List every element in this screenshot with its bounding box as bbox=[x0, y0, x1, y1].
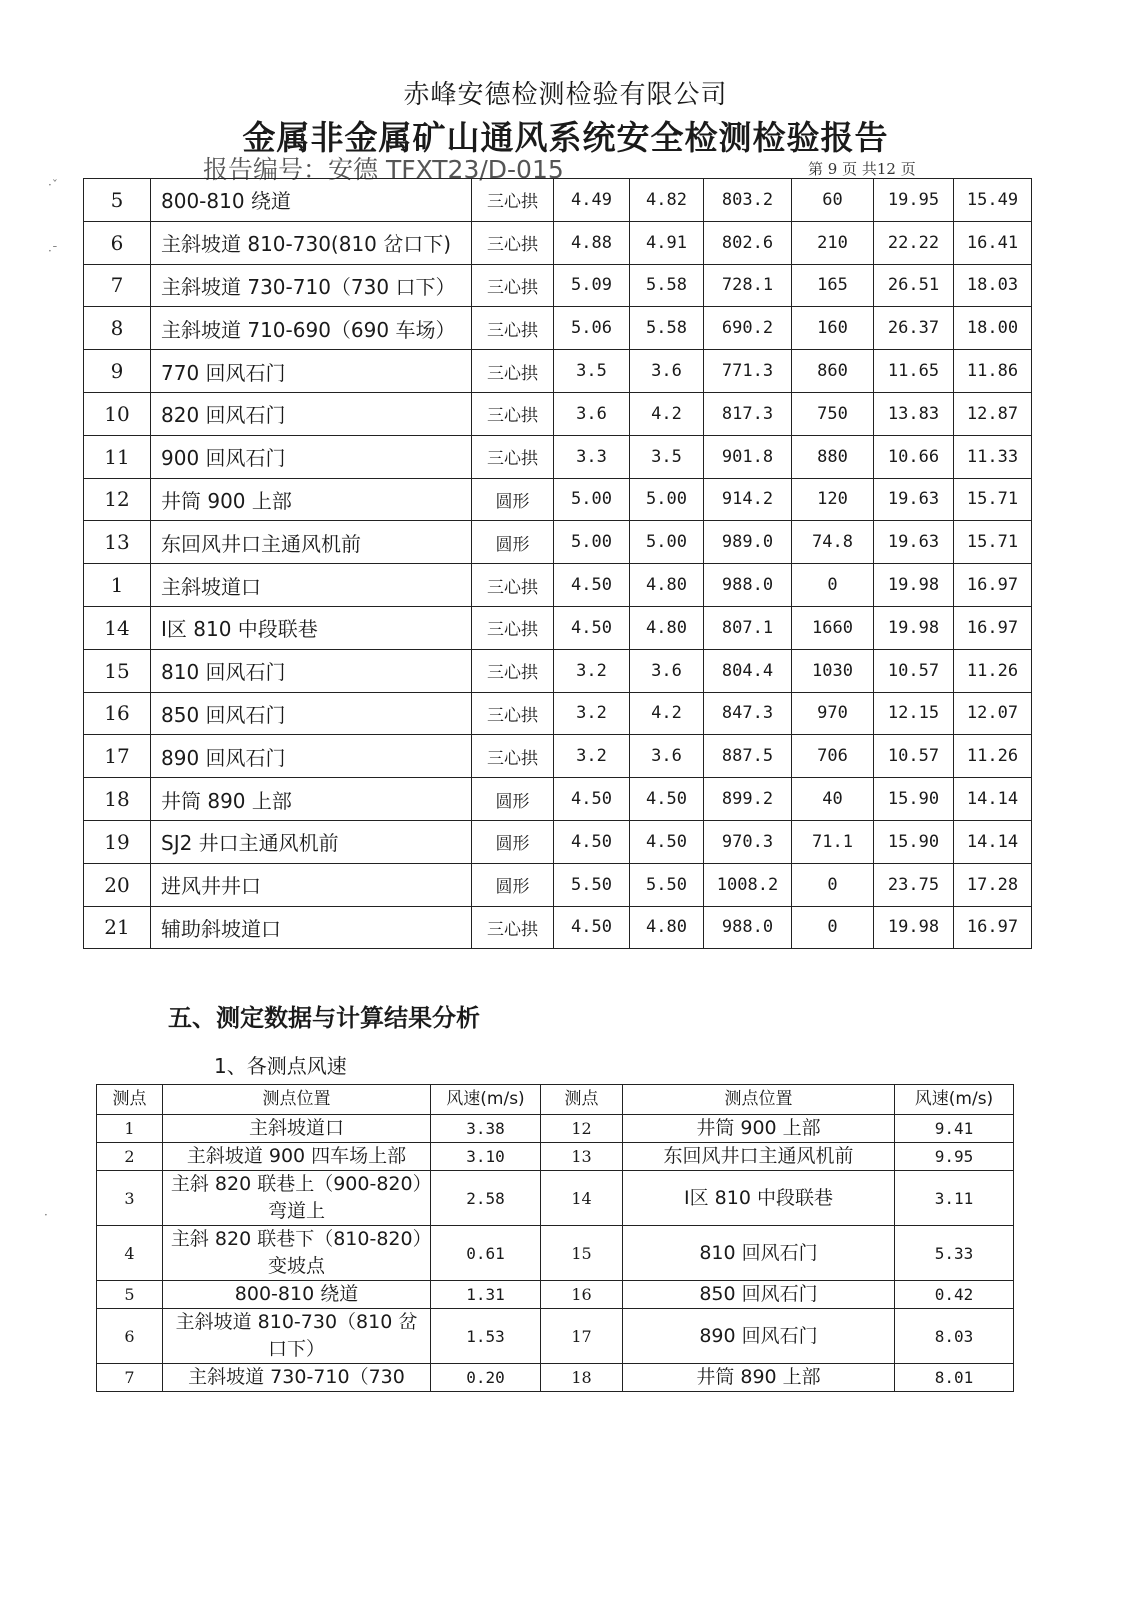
table-row bbox=[97, 1281, 1014, 1309]
cell-location: SJ2 井口主通风机前 bbox=[151, 820, 472, 863]
cell-speed: 8.01 bbox=[895, 1364, 1014, 1392]
scan-mark: · bbox=[44, 1208, 48, 1222]
cell-elevation: 803.2 bbox=[704, 179, 792, 222]
table-row bbox=[84, 906, 1032, 949]
cell-area: 19.98 bbox=[874, 564, 954, 607]
cell-point: 18 bbox=[541, 1364, 623, 1392]
section-heading: 五、测定数据与计算结果分析 bbox=[168, 1004, 480, 1032]
cell-elevation: 817.3 bbox=[704, 392, 792, 435]
cell-elevation: 901.8 bbox=[704, 435, 792, 478]
cell-index: 7 bbox=[84, 264, 151, 307]
cell-width: 3.3 bbox=[554, 435, 630, 478]
cell-elevation: 988.0 bbox=[704, 564, 792, 607]
cell-index: 20 bbox=[84, 863, 151, 906]
table-row bbox=[97, 1309, 1014, 1364]
cell-shape: 圆形 bbox=[472, 521, 554, 564]
cell-location: Ⅰ区 810 中段联巷 bbox=[151, 606, 472, 649]
cell-length: 120 bbox=[792, 478, 874, 521]
cell-shape: 三心拱 bbox=[472, 307, 554, 350]
cell-point: 5 bbox=[97, 1281, 163, 1309]
cell-width: 3.6 bbox=[554, 392, 630, 435]
cell-width: 4.50 bbox=[554, 564, 630, 607]
cell-area: 12.15 bbox=[874, 692, 954, 735]
cell-width: 5.09 bbox=[554, 264, 630, 307]
cell-location: 主斜坡道 730-710（730 口下） bbox=[151, 264, 472, 307]
cell-elevation: 899.2 bbox=[704, 778, 792, 821]
cell-elevation: 771.3 bbox=[704, 350, 792, 393]
cell-height: 3.5 bbox=[630, 435, 704, 478]
cell-height: 4.2 bbox=[630, 692, 704, 735]
cell-width: 3.2 bbox=[554, 692, 630, 735]
cell-point: 7 bbox=[97, 1364, 163, 1392]
cell-width: 3.2 bbox=[554, 735, 630, 778]
cell-length: 60 bbox=[792, 179, 874, 222]
cell-perimeter: 15.71 bbox=[954, 478, 1032, 521]
cell-point: 14 bbox=[541, 1171, 623, 1226]
cell-perimeter: 11.26 bbox=[954, 649, 1032, 692]
cell-index: 10 bbox=[84, 392, 151, 435]
cell-height: 4.50 bbox=[630, 778, 704, 821]
cell-perimeter: 16.41 bbox=[954, 221, 1032, 264]
cell-elevation: 847.3 bbox=[704, 692, 792, 735]
cell-height: 5.00 bbox=[630, 521, 704, 564]
cell-shape: 圆形 bbox=[472, 778, 554, 821]
cell-perimeter: 12.07 bbox=[954, 692, 1032, 735]
header-point: 测点 bbox=[541, 1085, 623, 1115]
cell-area: 19.63 bbox=[874, 521, 954, 564]
cell-index: 16 bbox=[84, 692, 151, 735]
cell-elevation: 802.6 bbox=[704, 221, 792, 264]
scan-mark: ·ˇ bbox=[48, 178, 58, 192]
cell-index: 17 bbox=[84, 735, 151, 778]
table-row bbox=[84, 564, 1032, 607]
cell-perimeter: 11.86 bbox=[954, 350, 1032, 393]
cell-shape: 三心拱 bbox=[472, 179, 554, 222]
header-location: 测点位置 bbox=[623, 1085, 895, 1115]
cell-perimeter: 12.87 bbox=[954, 392, 1032, 435]
cell-height: 4.50 bbox=[630, 820, 704, 863]
cell-location: 主斜坡道 710-690（690 车场） bbox=[151, 307, 472, 350]
cell-elevation: 988.0 bbox=[704, 906, 792, 949]
cell-perimeter: 11.33 bbox=[954, 435, 1032, 478]
cell-width: 4.49 bbox=[554, 179, 630, 222]
cell-width: 4.50 bbox=[554, 606, 630, 649]
cell-area: 10.57 bbox=[874, 649, 954, 692]
cell-location: 东回风井口主通风机前 bbox=[151, 521, 472, 564]
table-row bbox=[84, 606, 1032, 649]
cell-area: 11.65 bbox=[874, 350, 954, 393]
cell-width: 4.50 bbox=[554, 778, 630, 821]
scan-mark: ·ˉ bbox=[48, 244, 58, 258]
cell-length: 40 bbox=[792, 778, 874, 821]
cell-perimeter: 15.71 bbox=[954, 521, 1032, 564]
cell-speed: 0.20 bbox=[431, 1364, 541, 1392]
cell-area: 19.98 bbox=[874, 606, 954, 649]
table-row bbox=[84, 692, 1032, 735]
cell-area: 26.51 bbox=[874, 264, 954, 307]
cell-height: 4.80 bbox=[630, 606, 704, 649]
cell-length: 0 bbox=[792, 906, 874, 949]
cell-elevation: 1008.2 bbox=[704, 863, 792, 906]
cell-area: 19.98 bbox=[874, 906, 954, 949]
cell-area: 19.63 bbox=[874, 478, 954, 521]
cell-index: 12 bbox=[84, 478, 151, 521]
cell-height: 5.58 bbox=[630, 307, 704, 350]
table-row bbox=[84, 179, 1032, 222]
cell-location: 进风井井口 bbox=[151, 863, 472, 906]
cell-speed: 9.41 bbox=[895, 1115, 1014, 1143]
table-row bbox=[84, 863, 1032, 906]
cell-height: 4.80 bbox=[630, 564, 704, 607]
cell-index: 11 bbox=[84, 435, 151, 478]
cell-shape: 三心拱 bbox=[472, 435, 554, 478]
cell-height: 4.91 bbox=[630, 221, 704, 264]
table-header-row bbox=[97, 1085, 1014, 1115]
cell-speed: 0.42 bbox=[895, 1281, 1014, 1309]
cell-shape: 三心拱 bbox=[472, 649, 554, 692]
cell-point: 17 bbox=[541, 1309, 623, 1364]
table-row bbox=[84, 521, 1032, 564]
cell-elevation: 807.1 bbox=[704, 606, 792, 649]
cell-location: 主斜坡道 810-730(810 岔口下) bbox=[151, 221, 472, 264]
cell-elevation: 970.3 bbox=[704, 820, 792, 863]
table-row bbox=[97, 1226, 1014, 1281]
cell-location: 主斜坡道 900 四车场上部 bbox=[163, 1143, 431, 1171]
cell-width: 4.88 bbox=[554, 221, 630, 264]
cell-perimeter: 11.26 bbox=[954, 735, 1032, 778]
cell-length: 74.8 bbox=[792, 521, 874, 564]
cell-elevation: 914.2 bbox=[704, 478, 792, 521]
cell-shape: 三心拱 bbox=[472, 606, 554, 649]
cell-index: 8 bbox=[84, 307, 151, 350]
cell-shape: 三心拱 bbox=[472, 221, 554, 264]
cell-index: 19 bbox=[84, 820, 151, 863]
cell-index: 1 bbox=[84, 564, 151, 607]
cell-perimeter: 15.49 bbox=[954, 179, 1032, 222]
cell-width: 3.2 bbox=[554, 649, 630, 692]
cell-width: 4.50 bbox=[554, 906, 630, 949]
cell-area: 13.83 bbox=[874, 392, 954, 435]
cell-shape: 三心拱 bbox=[472, 392, 554, 435]
cell-index: 21 bbox=[84, 906, 151, 949]
table-row bbox=[84, 350, 1032, 393]
cell-perimeter: 16.97 bbox=[954, 606, 1032, 649]
cell-width: 3.5 bbox=[554, 350, 630, 393]
header-point: 测点 bbox=[97, 1085, 163, 1115]
cell-length: 0 bbox=[792, 564, 874, 607]
cell-shape: 圆形 bbox=[472, 820, 554, 863]
cell-location: 810 回风石门 bbox=[623, 1226, 895, 1281]
cell-location: 东回风井口主通风机前 bbox=[623, 1143, 895, 1171]
cell-width: 5.00 bbox=[554, 478, 630, 521]
cell-location: 井筒 900 上部 bbox=[151, 478, 472, 521]
cell-shape: 圆形 bbox=[472, 478, 554, 521]
cell-location: 890 回风石门 bbox=[623, 1309, 895, 1364]
cell-location: 井筒 890 上部 bbox=[151, 778, 472, 821]
cell-perimeter: 14.14 bbox=[954, 820, 1032, 863]
cell-perimeter: 17.28 bbox=[954, 863, 1032, 906]
cell-speed: 1.53 bbox=[431, 1309, 541, 1364]
table-row bbox=[97, 1115, 1014, 1143]
cell-location: 810 回风石门 bbox=[151, 649, 472, 692]
cell-location: 井筒 890 上部 bbox=[623, 1364, 895, 1392]
cell-speed: 5.33 bbox=[895, 1226, 1014, 1281]
cell-length: 0 bbox=[792, 863, 874, 906]
cell-area: 10.57 bbox=[874, 735, 954, 778]
cell-speed: 9.95 bbox=[895, 1143, 1014, 1171]
table-row bbox=[97, 1364, 1014, 1392]
table-row bbox=[97, 1143, 1014, 1171]
cell-speed: 3.10 bbox=[431, 1143, 541, 1171]
cell-length: 706 bbox=[792, 735, 874, 778]
cell-area: 19.95 bbox=[874, 179, 954, 222]
cell-point: 12 bbox=[541, 1115, 623, 1143]
cell-elevation: 887.5 bbox=[704, 735, 792, 778]
cell-location: 800-810 绕道 bbox=[163, 1281, 431, 1309]
cell-area: 23.75 bbox=[874, 863, 954, 906]
company-name: 赤峰安德检测检验有限公司 bbox=[403, 80, 728, 110]
cell-height: 3.6 bbox=[630, 649, 704, 692]
cell-perimeter: 14.14 bbox=[954, 778, 1032, 821]
report-title: 金属非金属矿山通风系统安全检测检验报告 bbox=[242, 118, 889, 157]
cell-elevation: 690.2 bbox=[704, 307, 792, 350]
cell-point: 13 bbox=[541, 1143, 623, 1171]
cell-height: 3.6 bbox=[630, 350, 704, 393]
cell-location: 820 回风石门 bbox=[151, 392, 472, 435]
cell-height: 5.50 bbox=[630, 863, 704, 906]
cell-speed: 0.61 bbox=[431, 1226, 541, 1281]
cell-location: 主斜 820 联巷下（810-820）变坡点 bbox=[163, 1226, 431, 1281]
cell-point: 1 bbox=[97, 1115, 163, 1143]
cell-area: 22.22 bbox=[874, 221, 954, 264]
cell-point: 6 bbox=[97, 1309, 163, 1364]
cell-width: 5.06 bbox=[554, 307, 630, 350]
cell-index: 15 bbox=[84, 649, 151, 692]
cell-height: 5.00 bbox=[630, 478, 704, 521]
cell-elevation: 728.1 bbox=[704, 264, 792, 307]
cell-length: 210 bbox=[792, 221, 874, 264]
cell-location: 800-810 绕道 bbox=[151, 179, 472, 222]
table-row bbox=[84, 392, 1032, 435]
cell-width: 4.50 bbox=[554, 820, 630, 863]
cell-area: 15.90 bbox=[874, 820, 954, 863]
cell-index: 14 bbox=[84, 606, 151, 649]
table-row bbox=[84, 478, 1032, 521]
cell-shape: 三心拱 bbox=[472, 735, 554, 778]
cell-height: 4.82 bbox=[630, 179, 704, 222]
cell-length: 71.1 bbox=[792, 820, 874, 863]
cell-shape: 三心拱 bbox=[472, 692, 554, 735]
cell-height: 5.58 bbox=[630, 264, 704, 307]
table-row bbox=[84, 820, 1032, 863]
cell-location: 850 回风石门 bbox=[623, 1281, 895, 1309]
cell-index: 18 bbox=[84, 778, 151, 821]
page-info: 第 9 页 共12 页 bbox=[808, 160, 916, 178]
cell-shape: 三心拱 bbox=[472, 906, 554, 949]
cell-length: 165 bbox=[792, 264, 874, 307]
table-row bbox=[97, 1171, 1014, 1226]
cell-length: 750 bbox=[792, 392, 874, 435]
report-number: 报告编号：安德 TFXT23/D-015 bbox=[203, 155, 564, 184]
cell-width: 5.00 bbox=[554, 521, 630, 564]
cell-location: Ⅰ区 810 中段联巷 bbox=[623, 1171, 895, 1226]
cell-area: 15.90 bbox=[874, 778, 954, 821]
cell-perimeter: 16.97 bbox=[954, 564, 1032, 607]
cell-perimeter: 16.97 bbox=[954, 906, 1032, 949]
table-row bbox=[84, 778, 1032, 821]
cell-index: 9 bbox=[84, 350, 151, 393]
cell-index: 5 bbox=[84, 179, 151, 222]
cell-location: 850 回风石门 bbox=[151, 692, 472, 735]
cell-speed: 3.11 bbox=[895, 1171, 1014, 1226]
table-row bbox=[84, 735, 1032, 778]
cell-point: 16 bbox=[541, 1281, 623, 1309]
table-row bbox=[84, 307, 1032, 350]
header-location: 测点位置 bbox=[163, 1085, 431, 1115]
cell-location: 主斜坡道 810-730（810 岔口下） bbox=[163, 1309, 431, 1364]
cell-perimeter: 18.00 bbox=[954, 307, 1032, 350]
header-speed: 风速(m/s) bbox=[431, 1085, 541, 1115]
cell-length: 1030 bbox=[792, 649, 874, 692]
cell-speed: 8.03 bbox=[895, 1309, 1014, 1364]
subsection-heading: 1、各测点风速 bbox=[214, 1054, 347, 1078]
cell-height: 4.2 bbox=[630, 392, 704, 435]
cell-shape: 圆形 bbox=[472, 863, 554, 906]
cell-length: 970 bbox=[792, 692, 874, 735]
cell-shape: 三心拱 bbox=[472, 350, 554, 393]
cell-location: 主斜 820 联巷上（900-820）弯道上 bbox=[163, 1171, 431, 1226]
cell-location: 主斜坡道口 bbox=[151, 564, 472, 607]
cell-location: 900 回风石门 bbox=[151, 435, 472, 478]
wind-speed-table bbox=[96, 1084, 1014, 1392]
cell-location: 井筒 900 上部 bbox=[623, 1115, 895, 1143]
cell-length: 860 bbox=[792, 350, 874, 393]
cell-index: 6 bbox=[84, 221, 151, 264]
table-row bbox=[84, 264, 1032, 307]
cell-perimeter: 18.03 bbox=[954, 264, 1032, 307]
cell-location: 主斜坡道 730-710（730 bbox=[163, 1364, 431, 1392]
header-speed: 风速(m/s) bbox=[895, 1085, 1014, 1115]
cell-elevation: 804.4 bbox=[704, 649, 792, 692]
cell-speed: 2.58 bbox=[431, 1171, 541, 1226]
cell-speed: 3.38 bbox=[431, 1115, 541, 1143]
cell-elevation: 989.0 bbox=[704, 521, 792, 564]
table-row bbox=[84, 649, 1032, 692]
cell-point: 15 bbox=[541, 1226, 623, 1281]
table-row bbox=[84, 221, 1032, 264]
cell-height: 4.80 bbox=[630, 906, 704, 949]
section-geometry-table bbox=[83, 178, 1032, 949]
cell-shape: 三心拱 bbox=[472, 564, 554, 607]
cell-width: 5.50 bbox=[554, 863, 630, 906]
cell-point: 3 bbox=[97, 1171, 163, 1226]
cell-location: 主斜坡道口 bbox=[163, 1115, 431, 1143]
cell-location: 辅助斜坡道口 bbox=[151, 906, 472, 949]
cell-index: 13 bbox=[84, 521, 151, 564]
cell-area: 26.37 bbox=[874, 307, 954, 350]
cell-height: 3.6 bbox=[630, 735, 704, 778]
cell-length: 1660 bbox=[792, 606, 874, 649]
cell-point: 2 bbox=[97, 1143, 163, 1171]
cell-length: 160 bbox=[792, 307, 874, 350]
cell-point: 4 bbox=[97, 1226, 163, 1281]
table-row bbox=[84, 435, 1032, 478]
cell-length: 880 bbox=[792, 435, 874, 478]
cell-location: 890 回风石门 bbox=[151, 735, 472, 778]
cell-shape: 三心拱 bbox=[472, 264, 554, 307]
cell-location: 770 回风石门 bbox=[151, 350, 472, 393]
cell-speed: 1.31 bbox=[431, 1281, 541, 1309]
cell-area: 10.66 bbox=[874, 435, 954, 478]
